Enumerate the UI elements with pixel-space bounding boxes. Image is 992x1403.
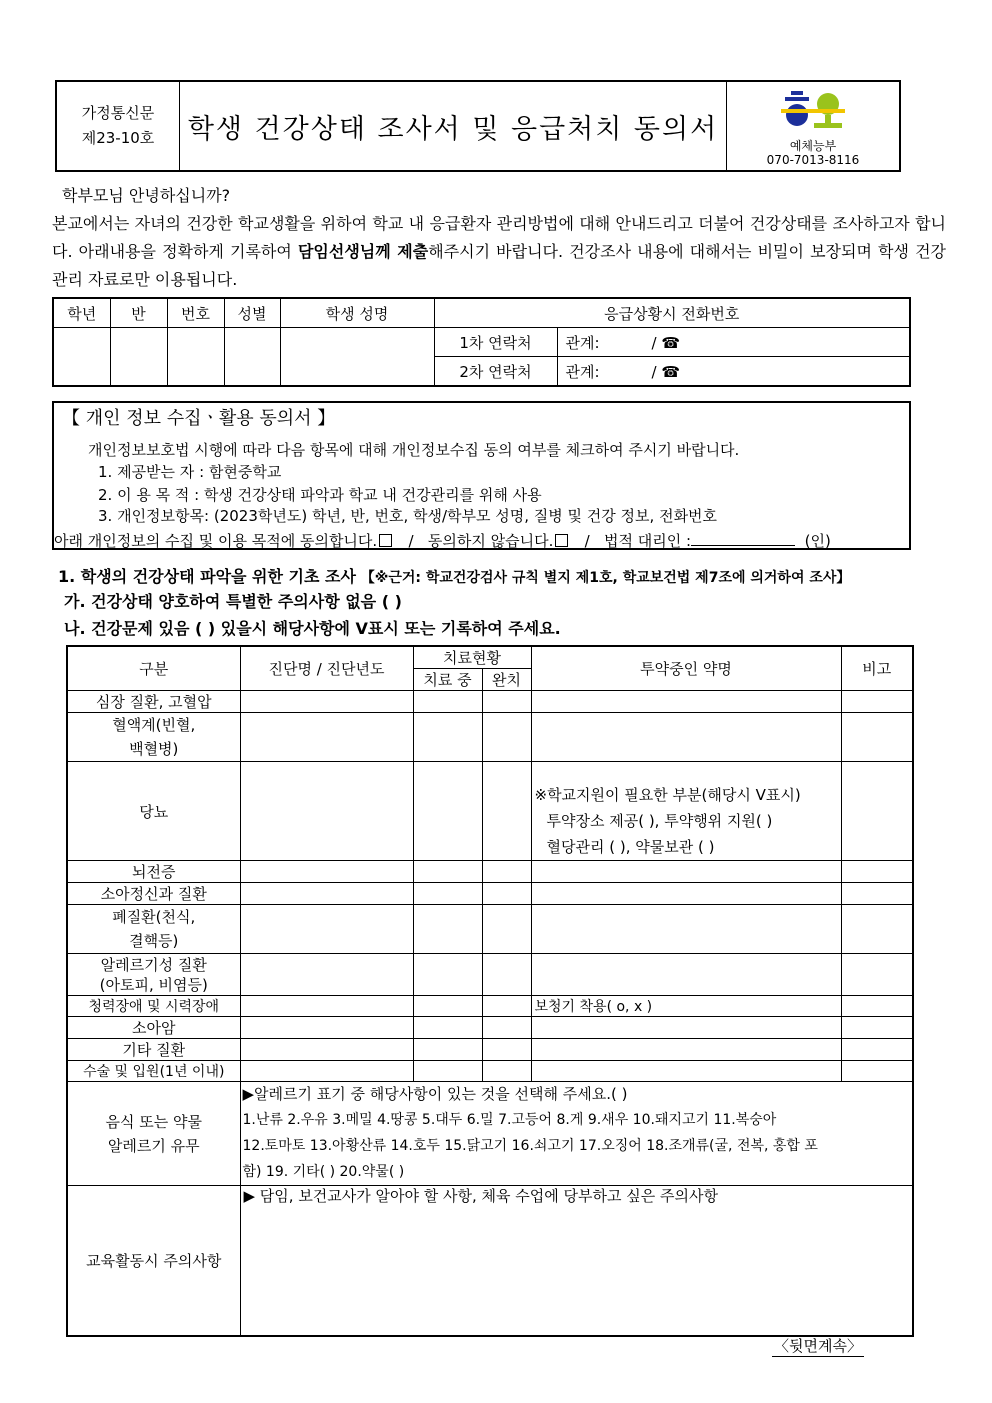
completed-cell[interactable]	[482, 691, 531, 713]
note-cell[interactable]	[841, 996, 913, 1017]
document-header	[55, 80, 901, 172]
contact-1-field[interactable]	[557, 328, 910, 357]
diagnosis-cell[interactable]	[240, 954, 413, 996]
note-cell[interactable]	[841, 905, 913, 954]
completed-cell[interactable]	[482, 713, 531, 762]
department-box	[727, 82, 899, 170]
completed-cell[interactable]	[482, 996, 531, 1017]
row-food-allergy-line2: 알레르기 유무	[107, 1136, 200, 1155]
medication-cell[interactable]	[531, 861, 841, 883]
gender-field[interactable]	[224, 328, 280, 387]
department-name: 예체능부	[789, 139, 837, 153]
header-in-treatment: 치료 중	[413, 669, 482, 691]
allergy-list-3: 함) 19. 기타( ) 20.약물( )	[242, 1164, 405, 1180]
allergy-list-2: 12.토마토 13.아황산류 14.호두 15.닭고기 16.쇠고기 17.오징어 18.조개류(굴, 전복, 홍합 포	[242, 1138, 818, 1154]
table-row	[67, 1039, 913, 1061]
diabetes-support-title: ※학교지원이 필요한 부분(해당시 V표시)	[534, 786, 801, 804]
allergy-prompt: ▶알레르기 표기 중 해당사항이 있는 것을 선택해 주세요.( )	[242, 1085, 628, 1103]
completed-cell[interactable]	[482, 861, 531, 883]
table-row	[67, 883, 913, 905]
row-cancer: 소아암	[67, 1017, 240, 1039]
disagree-label: 동의하지 않습니다.	[427, 532, 554, 550]
diagnosis-cell[interactable]	[240, 996, 413, 1017]
row-psych: 소아정신과 질환	[67, 883, 240, 905]
header-student-name: 학생 성명	[280, 298, 434, 328]
diabetes-support-cell	[531, 762, 841, 861]
header-gender: 성별	[224, 298, 280, 328]
edu-caution-cell[interactable]	[240, 1186, 913, 1336]
option-na-text: 나. 건강문제 있음 ( ) 있을시 해당사항에 V표시 또는 기록하여 주세요.	[64, 619, 561, 638]
table-row	[67, 1061, 913, 1082]
header-number: 번호	[167, 298, 224, 328]
table-row	[67, 954, 913, 996]
medication-cell[interactable]	[531, 883, 841, 905]
in-treatment-cell[interactable]	[413, 1017, 482, 1039]
in-treatment-cell[interactable]	[413, 905, 482, 954]
completed-cell[interactable]	[482, 1039, 531, 1061]
header-medication: 투약중인 약명	[531, 646, 841, 691]
continued-note: 〈뒷면계속〉	[774, 1337, 862, 1355]
guardian-label: 법적 대리인 :	[604, 532, 692, 550]
header-category: 구분	[67, 646, 240, 691]
intro-text: 본교에서는 자녀의 건강한 학교생활을 위하여 학교 내 응급환자 관리방법에 대해 안내드리고 더불어 건강상태를 조사하고자 합니다. 아래내용을 정확하게 기록하여	[52, 214, 946, 261]
note-cell[interactable]	[841, 713, 913, 762]
diagnosis-cell[interactable]	[240, 883, 413, 905]
header-note: 비고	[841, 646, 913, 691]
diagnosis-cell[interactable]	[240, 1017, 413, 1039]
student-name-field[interactable]	[280, 328, 434, 387]
in-treatment-cell[interactable]	[413, 954, 482, 996]
health-status-table	[66, 645, 914, 1337]
consent-title: 【 개인 정보 수집ㆍ활용 동의서 】	[62, 408, 336, 429]
row-food-allergy	[67, 1082, 240, 1186]
table-row	[67, 1186, 913, 1336]
header-treatment: 치료현황	[413, 646, 531, 669]
medication-cell[interactable]	[531, 691, 841, 713]
row-surgery: 수술 및 입원(1년 이내)	[67, 1061, 240, 1082]
header-emergency-phone: 응급상황시 전화번호	[434, 298, 910, 328]
in-treatment-cell[interactable]	[413, 996, 482, 1017]
greeting: 학부모님 안녕하십니까?	[62, 186, 231, 205]
diagnosis-cell[interactable]	[240, 762, 413, 861]
slash: /	[651, 362, 657, 381]
school-logo-icon	[781, 89, 845, 137]
consent-item-2: 2. 이 용 목 적 : 학생 건강상태 파악과 학교 내 건강관리를 위해 사용	[98, 486, 542, 504]
edu-caution-prompt: ▶ 담임, 보건교사가 알아야 할 사항, 체육 수업에 당부하고 싶은 주의사항	[243, 1187, 718, 1205]
in-treatment-cell[interactable]	[413, 1061, 482, 1082]
completed-cell[interactable]	[482, 762, 531, 861]
consent-choice-line	[54, 530, 831, 551]
note-cell[interactable]	[841, 861, 913, 883]
notice-label: 가정통신문	[81, 104, 155, 122]
notice-number-box	[57, 82, 180, 170]
note-cell[interactable]	[841, 883, 913, 905]
in-treatment-cell[interactable]	[413, 861, 482, 883]
page-title: 학생 건강상태 조사서 및 응급처치 동의서	[180, 82, 727, 170]
privacy-consent-box	[52, 401, 911, 550]
note-cell[interactable]	[841, 1017, 913, 1039]
department-phone: 070-7013-8116	[766, 153, 860, 167]
contact-2-label: 2차 연락처	[434, 357, 557, 387]
student-info-table	[52, 297, 911, 387]
row-epilepsy: 뇌전증	[67, 861, 240, 883]
row-allergy-line1: 알레르기성 질환	[100, 955, 207, 974]
header-diagnosis: 진단명 / 진단년도	[240, 646, 413, 691]
completed-cell[interactable]	[482, 954, 531, 996]
header-class: 반	[110, 298, 167, 328]
diagnosis-cell[interactable]	[240, 691, 413, 713]
option-ga	[64, 589, 402, 612]
header-completed: 완치	[482, 669, 531, 691]
intro-paragraph	[52, 210, 946, 294]
in-treatment-cell[interactable]	[413, 762, 482, 861]
row-allergy	[67, 954, 240, 996]
medication-cell[interactable]	[531, 954, 841, 996]
disagree-checkbox[interactable]	[555, 534, 568, 547]
table-row	[67, 996, 913, 1017]
row-blood	[67, 713, 240, 762]
section-1-title: 1. 학생의 건강상태 파악을 위한 기초 조사	[58, 567, 356, 586]
note-cell[interactable]	[841, 762, 913, 861]
relation-label: 관계:	[565, 362, 600, 381]
hearing-aid-cell[interactable]: 보청기 착용( o, x )	[531, 996, 841, 1017]
slash: /	[584, 532, 590, 550]
in-treatment-cell[interactable]	[413, 883, 482, 905]
intro-text-end: 해주시기 바랍니다. 건강조사 내용에 대해서는 비밀이 보장되며 학생 건강관리 자료로만 이용됩니다.	[52, 242, 946, 289]
row-allergy-line2: (아토피, 비염등)	[99, 975, 208, 994]
table-row	[67, 1082, 913, 1186]
diagnosis-cell[interactable]	[240, 1061, 413, 1082]
medication-cell[interactable]	[531, 1039, 841, 1061]
completed-cell[interactable]	[482, 905, 531, 954]
table-row	[67, 905, 913, 954]
row-other: 기타 질환	[67, 1039, 240, 1061]
diabetes-support-line2[interactable]: 혈당관리 ( ), 약물보관 ( )	[546, 838, 715, 856]
consent-description: 개인정보보호법 시행에 따라 다음 항목에 대해 개인정보수집 동의 여부를 체크하여 주시기 바랍니다.	[88, 441, 740, 459]
note-cell[interactable]	[841, 1039, 913, 1061]
medication-cell[interactable]	[531, 1017, 841, 1039]
diagnosis-cell[interactable]	[240, 861, 413, 883]
contact-1-label: 1차 연락처	[434, 328, 557, 357]
diabetes-support-line1[interactable]: 투약장소 제공( ), 투약행위 지원( )	[546, 812, 773, 830]
table-row	[67, 713, 913, 762]
allergy-list-1: 1.난류 2.우유 3.메밀 4.땅콩 5.대두 6.밀 7.고등어 8.게 9.새우 10.돼지고기 11.복숭아	[242, 1112, 777, 1128]
row-lung-line2: 결핵등)	[129, 932, 179, 950]
grade-field[interactable]	[53, 328, 110, 387]
notice-number: 제23-10호	[81, 129, 155, 147]
in-treatment-cell[interactable]	[413, 691, 482, 713]
agree-checkbox[interactable]	[379, 534, 392, 547]
note-cell[interactable]	[841, 691, 913, 713]
row-lung	[67, 905, 240, 954]
medication-cell[interactable]	[531, 713, 841, 762]
in-treatment-cell[interactable]	[413, 1039, 482, 1061]
medication-cell[interactable]	[531, 905, 841, 954]
row-food-allergy-line1: 음식 또는 약물	[105, 1112, 202, 1131]
section-1-heading	[58, 564, 850, 587]
intro-bold-text: 담임선생님께 제출	[297, 242, 429, 261]
diagnosis-cell[interactable]	[240, 905, 413, 954]
phone-icon: ☎	[661, 333, 681, 352]
table-row	[67, 1017, 913, 1039]
row-heart: 심장 질환, 고혈압	[67, 691, 240, 713]
completed-cell[interactable]	[482, 1061, 531, 1082]
diagnosis-cell[interactable]	[240, 1039, 413, 1061]
class-field[interactable]	[110, 328, 167, 387]
option-na	[64, 616, 561, 639]
number-field[interactable]	[167, 328, 224, 387]
row-lung-line1: 폐질환(천식,	[112, 908, 196, 926]
row-sensory: 청력장애 및 시력장애	[67, 996, 240, 1017]
row-blood-line2: 백혈병)	[129, 740, 179, 758]
agree-label: 아래 개인정보의 수집 및 이용 목적에 동의합니다.	[54, 532, 378, 550]
row-blood-line1: 혈액계(빈혈,	[112, 716, 196, 734]
note-cell[interactable]	[841, 1061, 913, 1082]
note-cell[interactable]	[841, 954, 913, 996]
diagnosis-cell[interactable]	[240, 713, 413, 762]
header-grade: 학년	[53, 298, 110, 328]
table-row	[67, 762, 913, 861]
seal-label: (인)	[804, 532, 831, 550]
allergy-selection-cell[interactable]	[240, 1082, 913, 1186]
section-1-basis: 【※근거: 학교건강검사 규칙 별지 제1호, 학교보건법 제7조에 의거하여 조사】	[360, 570, 851, 586]
slash: /	[651, 333, 657, 352]
in-treatment-cell[interactable]	[413, 713, 482, 762]
contact-2-field[interactable]	[557, 357, 910, 387]
completed-cell[interactable]	[482, 1017, 531, 1039]
table-row	[67, 861, 913, 883]
option-ga-text: 가. 건강상태 양호하여 특별한 주의사항 없음 ( )	[64, 592, 402, 611]
consent-item-3: 3. 개인정보항목: (2023학년도) 학년, 반, 번호, 학생/학부모 성명, 질병 및 건강 정보, 전화번호	[98, 507, 718, 525]
medication-cell[interactable]	[531, 1061, 841, 1082]
guardian-signature-field[interactable]	[691, 533, 795, 546]
slash: /	[408, 532, 414, 550]
row-diabetes: 당뇨	[67, 762, 240, 861]
phone-icon: ☎	[661, 362, 681, 381]
consent-item-1: 1. 제공받는 자 : 함현중학교	[98, 463, 282, 481]
table-row	[67, 691, 913, 713]
completed-cell[interactable]	[482, 883, 531, 905]
relation-label: 관계:	[565, 333, 600, 352]
row-edu-caution: 교육활동시 주의사항	[67, 1186, 240, 1336]
